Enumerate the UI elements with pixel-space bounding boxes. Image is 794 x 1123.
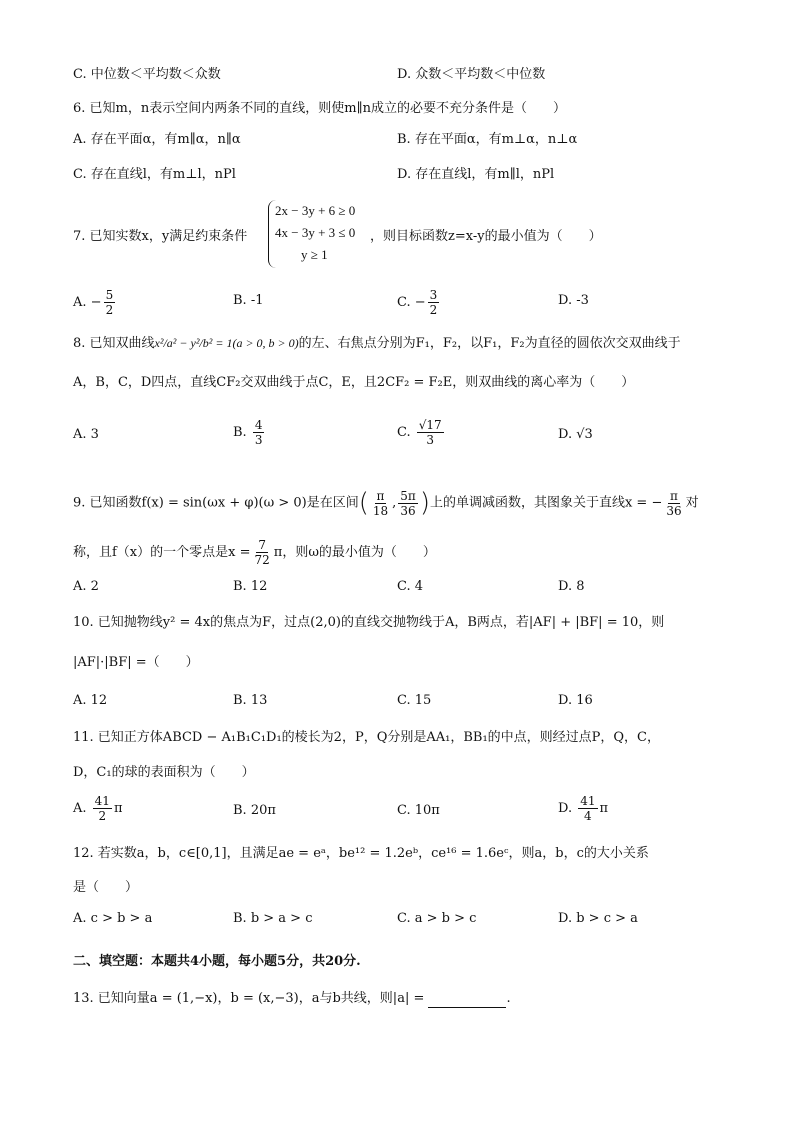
q8-option-c-label: C. (397, 425, 411, 440)
q12-line-1: 12. 若实数a，b，c∈[0,1]，且满足ae = eᵃ，be¹² = 1.2eᵇ，ce¹⁶ = 1.6eᶜ，则a，b，c的大小关系 (73, 846, 649, 861)
q12-option-a: A. c > b > a (73, 911, 153, 926)
q5-option-d: D. 众数＜平均数＜中位数 (397, 67, 546, 82)
fraction-denominator: 2 (429, 303, 438, 317)
fraction-denominator: 3 (426, 433, 435, 447)
q11-line-2: D，C₁的球的表面积为（ ） (73, 765, 255, 780)
q9-interval-left-fraction (371, 489, 390, 518)
q7-option-d: D. -3 (558, 293, 589, 308)
q12-line-2: 是（ ） (73, 880, 139, 895)
q8-line-1 (73, 334, 681, 353)
q9-interval-open-paren: ( (358, 488, 369, 518)
q7-option-c-fraction (428, 288, 440, 317)
q9-interval-right-fraction (398, 489, 418, 518)
q11-option-a (73, 794, 123, 823)
fraction-denominator: 18 (372, 503, 389, 518)
q9-line-2 (73, 538, 436, 568)
fraction-denominator: 36 (666, 503, 682, 518)
q11-option-d-pi: π (599, 801, 609, 816)
q11-option-a-pi: π (113, 801, 123, 816)
q10-line-1: 10. 已知抛物线y² = 4x的焦点为F，过点(2,0)的直线交抛物线于A，B两点，若|AF| + |BF| = 10，则 (73, 615, 665, 630)
section-heading-fill-in: 二、填空题：本题共4小题，每小题5分，共20分. (73, 954, 361, 969)
q8-option-c-fraction (417, 418, 444, 447)
q8-option-b-fraction (253, 418, 265, 447)
q10-option-d: D. 16 (558, 693, 593, 708)
fraction-denominator: 4 (584, 809, 592, 823)
q8-option-a: A. 3 (73, 427, 99, 442)
q9-option-d: D. 8 (558, 579, 585, 594)
q13-end: . (506, 991, 511, 1006)
q6-option-d: D. 存在直线l，有m∥l，nPl (397, 167, 555, 182)
q9-line-1-mid: 上的单调减函数，其图象关于直线x = − (429, 495, 663, 511)
fraction-denominator: 3 (254, 433, 263, 447)
q7-option-a (73, 288, 117, 317)
q7-constraint-3: y ≥ 1 (301, 247, 328, 262)
fraction-numerator: 3 (429, 288, 438, 302)
q11-option-d-fraction (578, 794, 597, 823)
fraction-numerator: 4 (254, 418, 263, 432)
fraction-denominator: 72 (254, 553, 270, 567)
q13-answer-blank[interactable] (428, 993, 506, 1008)
q7-stem-post: ，则目标函数z=x-y的最小值为（ ） (370, 229, 602, 244)
fraction-denominator: 2 (105, 303, 114, 317)
q8-option-b (233, 418, 266, 447)
fraction-numerator: 5 (105, 288, 114, 302)
fraction-numerator: π (376, 488, 385, 503)
q7-option-c-label: C. (397, 295, 411, 310)
q9-option-a: A. 2 (73, 579, 99, 594)
q6-stem: 6. 已知m，n表示空间内两条不同的直线，则使m∥n成立的必要不充分条件是（ ） (73, 101, 566, 116)
q8-line-1-post: 的左、右焦点分别为F₁，F₂，以F₁，F₂为直径的圆依次交双曲线于 (298, 336, 681, 351)
q9-line-1-pre: 9. 已知函数f(x) = sin(ωx + φ)(ω > 0)是在区间 (73, 495, 359, 511)
q12-option-d: D. b > c > a (558, 911, 638, 926)
q9-line-2-post: π，则ω的最小值为（ ） (273, 545, 436, 560)
q11-option-a-label: A. (73, 801, 87, 816)
q12-option-b: B. b > a > c (233, 911, 313, 926)
q5-option-c: C. 中位数＜平均数＜众数 (73, 67, 221, 82)
q6-option-a: A. 存在平面α，有m∥α，n∥α (73, 132, 241, 147)
q6-option-c: C. 存在直线l，有m⊥l，nPl (73, 167, 236, 182)
q9-zero-fraction (253, 538, 272, 567)
q11-option-d (558, 794, 608, 823)
q7-option-c (397, 288, 441, 317)
fraction-numerator: 7 (258, 538, 266, 552)
q13-line (73, 990, 511, 1008)
q13-text: 13. 已知向量a = (1,−x)，b = (x,−3)，a与b共线，则|a| = (73, 991, 425, 1006)
q8-line-1-pre: 8. 已知双曲线 (73, 336, 155, 351)
q6-option-b: B. 存在平面α，有m⊥α，n⊥α (397, 132, 578, 147)
fraction-denominator: 36 (400, 503, 416, 518)
fraction-numerator: 5π (400, 488, 416, 503)
q8-option-b-label: B. (233, 425, 247, 440)
q10-option-c: C. 15 (397, 693, 432, 708)
q7-constraint-2: 4x − 3y + 3 ≤ 0 (275, 225, 356, 240)
q9-option-c: C. 4 (397, 579, 424, 594)
q7-option-a-sign: − (90, 295, 102, 310)
q8-option-d: D. √3 (558, 427, 593, 442)
q7-constraint-system (268, 200, 355, 268)
fraction-denominator: 2 (98, 809, 107, 823)
q12-option-c: C. a > b > c (397, 911, 477, 926)
q8-hyperbola-equation: x²/a² − y²/b² = 1(a > 0, b > 0) (154, 336, 299, 350)
q7-option-b: B. -1 (233, 293, 264, 308)
fraction-numerator: π (670, 488, 678, 503)
q7-option-a-label: A. (73, 295, 87, 310)
q10-option-a: A. 12 (73, 693, 108, 708)
q9-symmetry-fraction (664, 489, 683, 518)
q8-line-2: A，B，C，D四点，直线CF₂交双曲线于点C，E，且2CF₂ = F₂E，则双曲线的离心率为（ ） (73, 375, 635, 390)
q9-line-1-end: 对 (685, 495, 699, 511)
q7-constraint-1: 2x − 3y + 6 ≥ 0 (275, 203, 356, 218)
fraction-numerator: 41 (94, 794, 110, 808)
q7-stem-pre: 7. 已知实数x，y满足约束条件 (73, 229, 248, 244)
q8-option-c (397, 418, 446, 447)
q11-option-b: B. 20π (233, 803, 276, 818)
q9-line-1: 9. 已知函数f(x) = sin(ωx + φ)(ω > 0)是在区间( $\frac{\pi}{18}$ , $\frac{5\pi}{36}$ )上的单调减函数，其图象关于直线x = − $\frac{\pi}{36}$ 对 (73, 488, 699, 518)
q7-option-a-fraction (104, 288, 116, 317)
q9-option-b: B. 12 (233, 579, 268, 594)
q10-option-b: B. 13 (233, 693, 268, 708)
fraction-numerator: √17 (418, 418, 442, 432)
q10-line-2: |AF|·|BF| =（ ） (73, 655, 199, 670)
q11-line-1: 11. 已知正方体ABCD − A₁B₁C₁D₁的棱长为2，P，Q分别是AA₁，BB₁的中点，则经过点P，Q，C， (73, 730, 661, 745)
q11-option-a-fraction (93, 794, 112, 823)
q9-line-2-pre: 称，且f（x）的一个零点是x = (73, 545, 251, 560)
q7-option-c-sign: − (414, 295, 426, 310)
q9-interval-close-paren: ) (419, 488, 430, 518)
fraction-numerator: 41 (580, 794, 596, 808)
q11-option-d-label: D. (558, 801, 573, 816)
q11-option-c: C. 10π (397, 803, 440, 818)
